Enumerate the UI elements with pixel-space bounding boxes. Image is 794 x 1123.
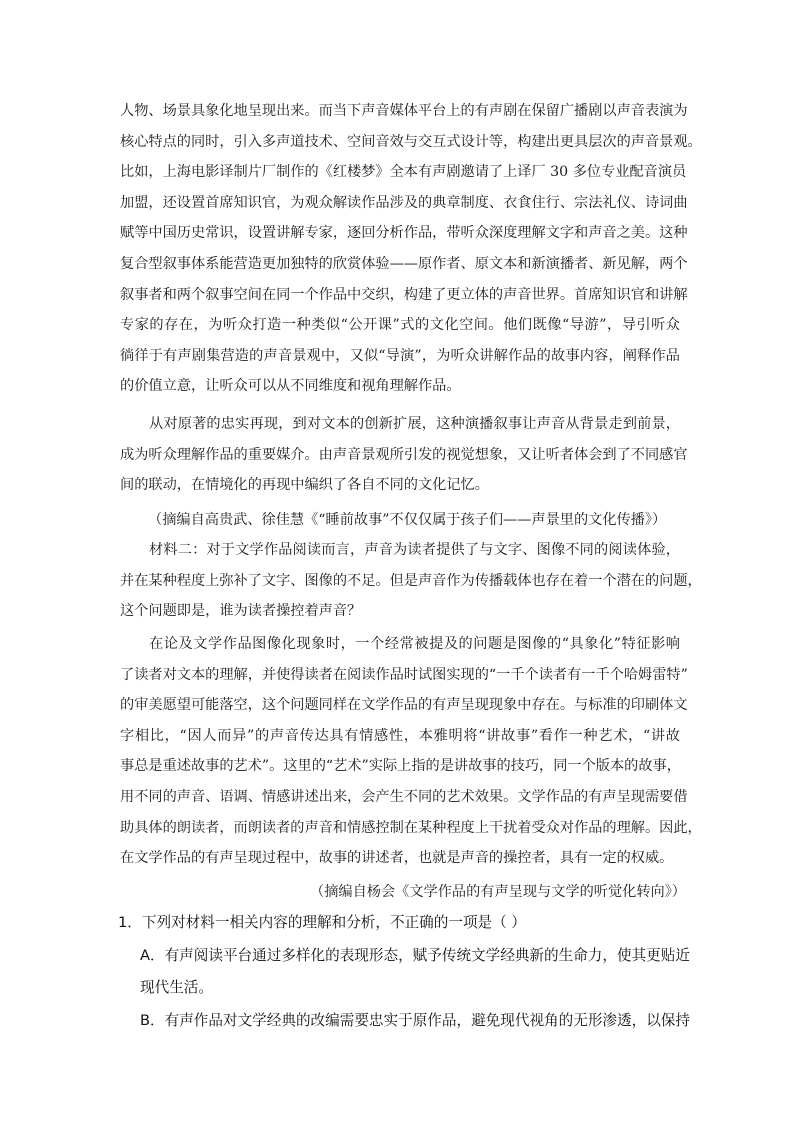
material1-paragraph-2 xyxy=(120,409,688,501)
text-line: 加盟，还设置首席知识官，为观众解读作品涉及的典章制度、衣食住行、宗法礼仪、诗词曲 xyxy=(120,194,688,211)
text-line: 在论及文学作品图像化现象时，一个经常被提及的问题是图像的“具象化”特征影响 xyxy=(149,636,680,652)
text-line: 成为听众理解作品的重要媒介。由声音景观所引发的视觉想象，又让听者体会到了不同感官 xyxy=(120,446,688,463)
material2-paragraph-1 xyxy=(120,535,702,627)
text-line: 材料二：对于文学作品阅读而言，声音为读者提供了与文字、图像不同的阅读体验， xyxy=(149,542,680,558)
text-line: 事总是重述故事的艺术”。这里的“艺术”实际上指的是讲故事的技巧，同一个版本的故事， xyxy=(120,758,681,775)
material2-paragraph-2 xyxy=(120,629,702,874)
text-line: 核心特点的同时，引入多声道技术、空间音效与交互式设计等，构建出更具层次的声音景观。 xyxy=(120,133,702,150)
text-line: 从对原著的忠实再现，到对文本的创新扩展，这种演播叙事让声音从背景走到前景， xyxy=(149,416,680,432)
question-1-stem: 1．下列对材料一相关内容的理解和分析，不正确的一项是（ ） xyxy=(118,914,526,931)
text-line: 专家的存在，为听众打造一种类似“公开课”式的文化空间。他们既像“导游”，导引听众 xyxy=(120,317,680,334)
text-line: 用不同的声音、语调、情感讲述出来，会产生不同的艺术效果。文学作品的有声呈现需要借 xyxy=(120,788,688,805)
text-line: 人物、场景具象化地呈现出来。而当下声音媒体平台上的有声剧在保留广播剧以声音表演为 xyxy=(120,103,688,119)
text-line: 了读者对文本的理解，并使得读者在阅读作品时试图实现的“一千个读者有一千个哈姆雷特” xyxy=(120,666,688,683)
text-line: 复合型叙事体系能营造更加独特的欣赏体验——原作者、原文本和新演播者、新见解，两个 xyxy=(120,255,688,272)
text-line: 间的联动，在情境化的再现中编织了各自不同的文化记忆。 xyxy=(120,477,489,494)
text-line: 在文学作品的有声呈现过程中，故事的讲述者，也就是声音的操控者，具有一定的权威。 xyxy=(120,850,674,867)
text-line: 赋等中国历史常识，设置讲解专家，逐回分析作品，带听众深度理解文字和声音之美。这种 xyxy=(120,225,688,242)
text-line: 徜徉于有声剧集营造的声音景观中，又似“导演”，为听众讲解作品的故事内容，阐释作品 xyxy=(120,347,680,364)
option-a-line-1: A．有声阅读平台通过多样化的表现形态，赋予传统文学经典新的生命力，使其更贴近 xyxy=(140,947,690,964)
text-line: 助具体的朗读者，而朗读者的声音和情感控制在某种程度上干扰着受众对作品的理解。因此， xyxy=(120,819,702,836)
material2-source: （摘编自杨会《文学作品的有声呈现与文学的听觉化转向》） xyxy=(310,884,686,900)
option-a-line-2: 现代生活。 xyxy=(140,979,213,996)
text-line: 这个问题即是，谁为读者操控着声音？ xyxy=(120,603,362,620)
text-line: 并在某种程度上弥补了文字、图像的不足。但是声音作为传播载体也存在着一个潜在的问题， xyxy=(120,572,702,589)
material1-source: （摘编自高贵武、徐佳慧《“睡前故事”不仅仅属于孩子们——声景里的文化传播》） xyxy=(148,512,667,528)
material1-paragraph xyxy=(120,96,702,402)
text-line: 字相比，“因人而异”的声音传达具有情感性，本雅明将“讲故事”看作一种艺术，“讲故 xyxy=(120,727,680,744)
text-line: 叙事者和两个叙事空间在同一个作品中交织，构建了更立体的声音世界。首席知识官和讲解 xyxy=(120,286,688,303)
text-line: 的价值立意，让听众可以从不同维度和视角理解作品。 xyxy=(120,378,461,395)
option-b-line-1: B．有声作品对文学经典的改编需要忠实于原作品，避免现代视角的无形渗透，以保持 xyxy=(140,1012,690,1029)
text-line: 的审美愿望可能落空，这个问题同样在文学作品的有声呈现现象中存在。与标准的印刷体文 xyxy=(120,697,688,714)
text-line: 比如，上海电影译制片厂制作的《红楼梦》全本有声剧邀请了上译厂 30 多位专业配音演员 xyxy=(120,164,687,181)
